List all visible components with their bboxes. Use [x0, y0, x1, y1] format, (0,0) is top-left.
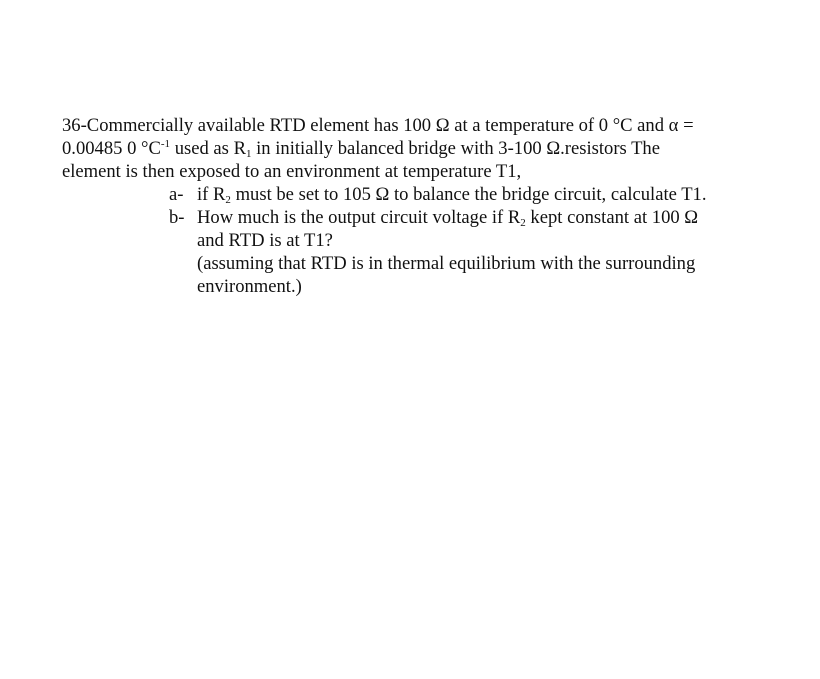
- statement-text: used as R: [170, 138, 246, 159]
- problem-36: [62, 114, 782, 298]
- question-text: if R: [197, 184, 226, 205]
- alpha-unit-exponent: -1: [160, 138, 171, 150]
- problem-statement-line-1: [62, 114, 782, 137]
- alpha-value: 0.00485 0 °C: [62, 138, 161, 159]
- r2-subscript: 2: [520, 217, 526, 229]
- assumption-note-line-1: (assuming that RTD is in thermal equilibrium with the surrounding: [197, 253, 696, 274]
- question-b-text: [197, 206, 782, 252]
- question-text: must be set to 105 Ω to balance the bridge circuit, calculate T1.: [230, 184, 707, 205]
- question-a-marker: a-: [169, 184, 184, 205]
- question-b-line-2: and RTD is at T1?: [197, 230, 333, 251]
- question-b-marker: b-: [169, 207, 185, 228]
- question-b: [169, 206, 782, 252]
- question-text: kept constant at 100 Ω: [525, 207, 699, 228]
- r2-subscript: 2: [225, 194, 231, 206]
- question-text: How much is the output circuit voltage if R: [197, 207, 521, 228]
- statement-text: 36-Commercially available RTD element has 100 Ω at a temperature of 0 °C and α =: [62, 115, 694, 136]
- question-a: [169, 183, 782, 206]
- question-a-text: [197, 183, 782, 206]
- statement-text: element is then exposed to an environment at temperature T1,: [62, 161, 522, 182]
- statement-text: in initially balanced bridge with 3-100 Ω.resistors The: [251, 138, 660, 159]
- problem-statement-line-3: [62, 160, 782, 183]
- problem-statement-line-2: [62, 137, 782, 160]
- question-b-line-1: [197, 206, 782, 229]
- r1-subscript: 1: [245, 148, 252, 160]
- assumption-note-line-2: environment.): [197, 276, 302, 297]
